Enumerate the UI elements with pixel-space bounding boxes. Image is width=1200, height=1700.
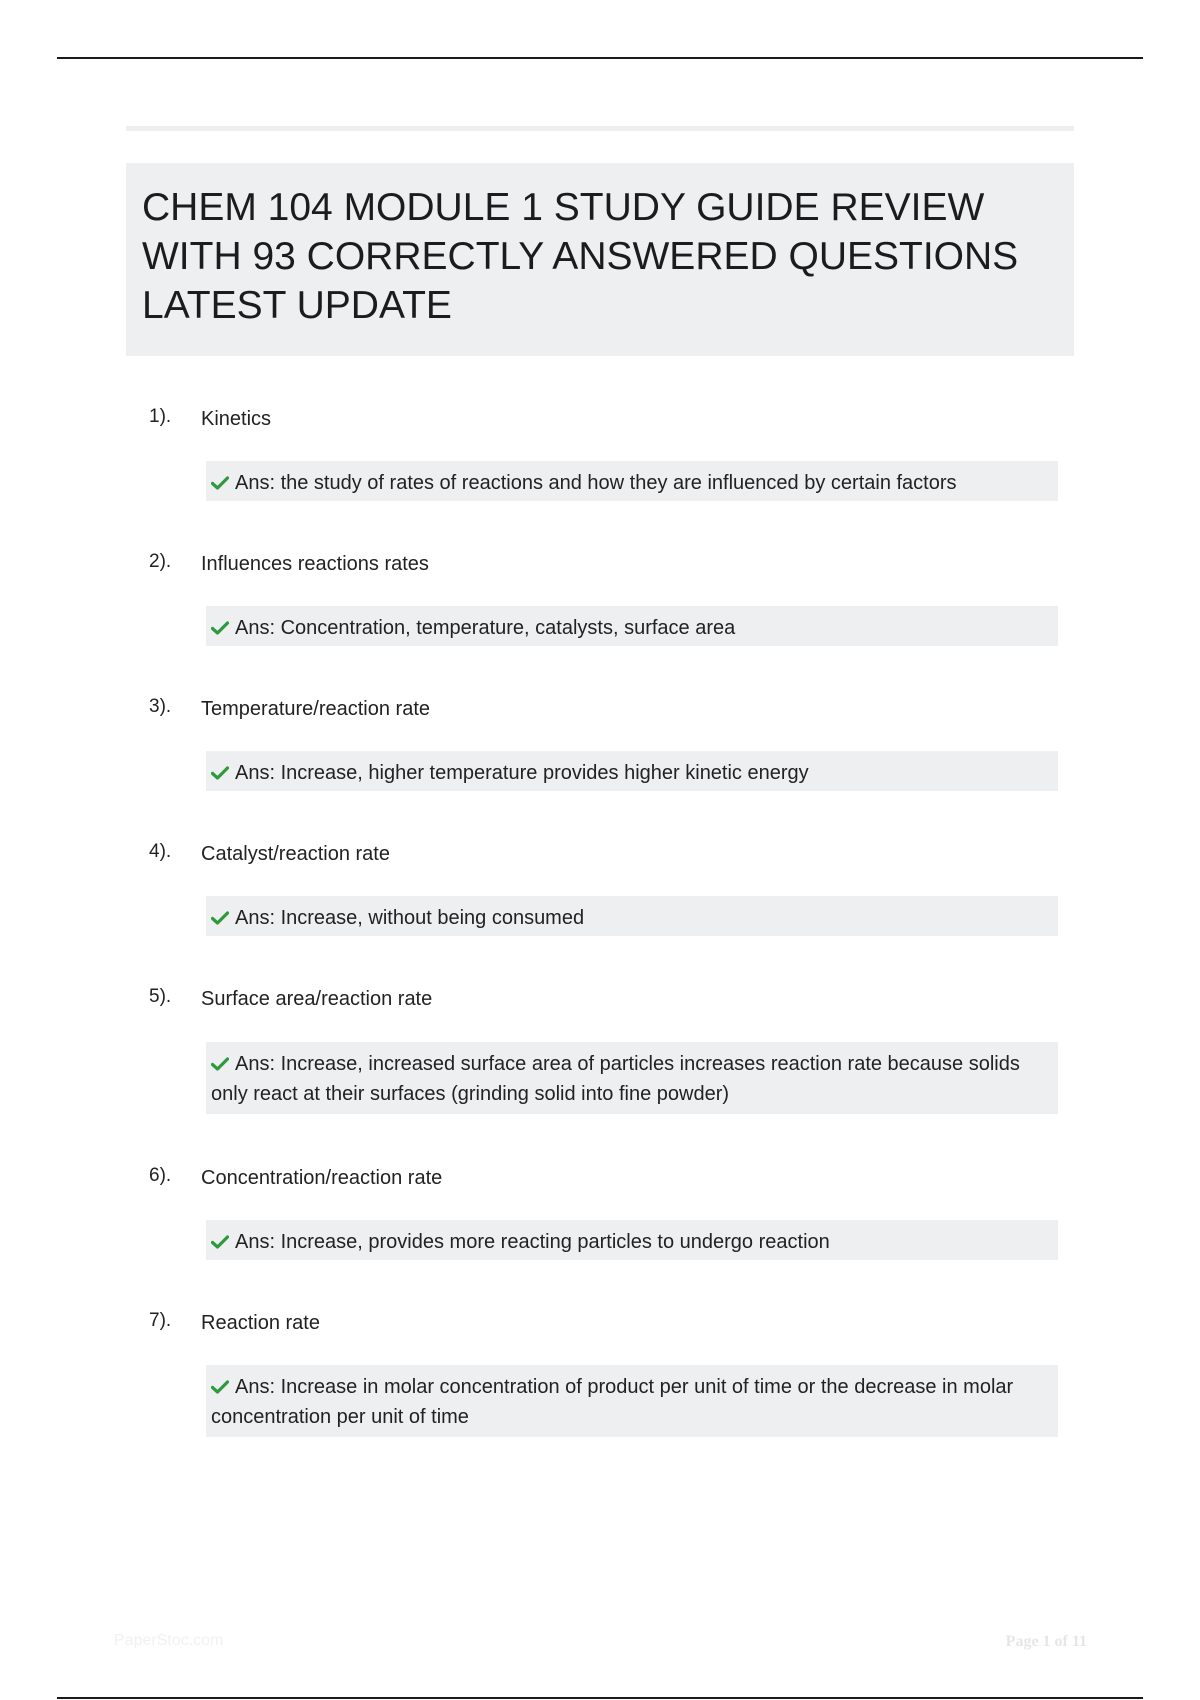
answer-box [206, 1365, 1058, 1437]
answer-text: Ans: Increase, higher temperature provides higher kinetic energy [235, 762, 809, 784]
watermark-text: PaperStoc.com [114, 1632, 224, 1649]
question-number: 5). [149, 986, 172, 1007]
title-banner [126, 163, 1074, 356]
answer-text: Ans: Increase, provides more reacting particles to undergo reaction [235, 1231, 830, 1253]
check-icon [211, 1235, 229, 1249]
answer-text: Ans: Increase, without being consumed [235, 907, 585, 929]
answer-text: Ans: the study of rates of reactions and how they are influenced by certain factors [235, 472, 957, 494]
answer-box [206, 1220, 1058, 1260]
bottom-rule [57, 1697, 1143, 1699]
answer-box [206, 751, 1058, 791]
question-text: Reaction rate [201, 1312, 320, 1334]
question-text: Temperature/reaction rate [201, 698, 431, 720]
document-title: CHEM 104 MODULE 1 STUDY GUIDE REVIEW WITH 93 CORRECTLY ANSWERED QUESTIONS LATEST UPDATE [142, 186, 1019, 327]
question-text: Influences reactions rates [201, 553, 429, 575]
question-text: Concentration/reaction rate [201, 1167, 443, 1189]
check-icon [211, 621, 229, 635]
check-icon [211, 476, 229, 490]
question-number: 4). [149, 841, 172, 862]
check-icon [211, 1380, 229, 1394]
question-text: Kinetics [201, 408, 272, 430]
answer-text: Ans: Concentration, temperature, catalysts, surface area [235, 617, 736, 639]
question-text: Catalyst/reaction rate [201, 843, 390, 865]
header-divider [126, 126, 1074, 131]
check-icon [211, 911, 229, 925]
page-indicator: Page 1 of 11 [1005, 1633, 1087, 1650]
check-icon [211, 766, 229, 780]
question-number: 7). [149, 1310, 172, 1331]
check-icon [211, 1057, 229, 1071]
question-number: 1). [149, 406, 172, 427]
answer-box [206, 461, 1058, 501]
question-text: Surface area/reaction rate [201, 988, 433, 1010]
top-rule [57, 57, 1143, 59]
answer-box [206, 896, 1058, 936]
question-number: 3). [149, 696, 172, 717]
answer-box [206, 606, 1058, 646]
answer-text: Ans: Increase in molar concentration of product per unit of time or the decrease in molar concentration per unit of time [211, 1376, 1014, 1428]
question-number: 2). [149, 551, 172, 572]
answer-box [206, 1042, 1058, 1114]
answer-text: Ans: Increase, increased surface area of particles increases reaction rate because solids only react at their surfaces (grinding solid into fine powder) [211, 1053, 1020, 1105]
question-number: 6). [149, 1165, 172, 1186]
